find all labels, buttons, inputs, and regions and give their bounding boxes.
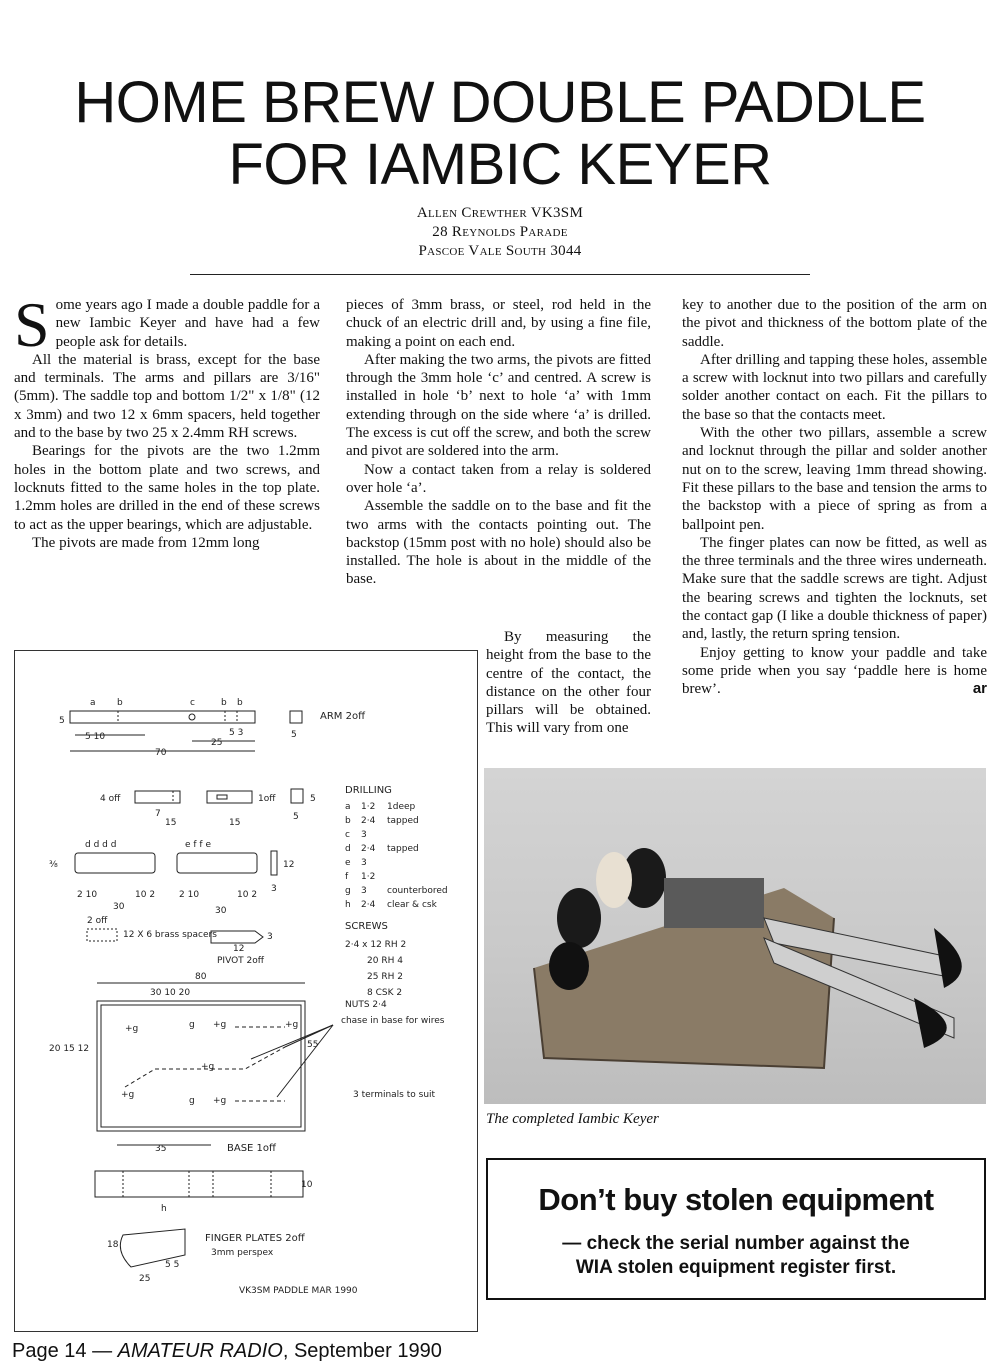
footer-date: , September 1990 [282,1340,442,1362]
title-line-1: HOME BREW DOUBLE PADDLE [74,70,926,135]
drilling-s-1: 2·4 [361,816,376,826]
g-mark-4: +g [285,1020,299,1030]
arm-letter-b2: b [221,698,227,708]
drilling-title: DRILLING [345,785,392,796]
article-column-1 [14,289,320,552]
author-name: Allen Crewther VK3SM [416,205,584,221]
arm-letter-b: b [117,698,123,708]
article-column-2-continued [486,628,651,738]
base-dim-55: 55 [307,1040,319,1050]
base-side-drawing [95,1171,313,1197]
paragraph-7: Now a contact taken from a relay is soldered over hole ‘a’. [346,461,651,496]
paragraph-13: The finger plates can now be fitted, as well as the three terminals and the three wires underneath. Make sure that the saddle screws are tight. Adjust the bearing screws and tighten the locknuts, set the contact gap (I like a double thickness of paper) and, lastly, the return spring tension. [682,534,987,643]
terminal-knob-white [596,852,632,908]
drilling-n-3: tapped [387,844,419,854]
base-dim-30-10-20: 30 10 20 [150,988,191,998]
paragraph-14 [682,644,987,699]
saddle-block [664,878,764,928]
pivot-dim-3: 3 [267,932,273,942]
paragraph-1-text: ome years ago I made a double paddle for a new Iambic Keyer and have had a few people ask for details. [55,297,320,350]
paragraph-11: After drilling and tapping these holes, assemble a screw with locknut into two pillars and carefully solder another contact on each. Fit the pillars to the base so that the contacts meet. [682,351,987,423]
drilling-l-0: a [345,802,351,812]
g-mark-6: +g [121,1090,135,1100]
keyer-photo [484,768,986,1104]
author-street: 28 Reynolds Parade [432,224,568,240]
saddle-letters-left: d d d d [85,840,117,850]
base-dim-35: 35 [155,1144,167,1154]
drilling-s-3: 2·4 [361,844,376,854]
screws-title: SCREWS [345,921,388,932]
spacer-label: 12 X 6 brass spacers [123,930,217,940]
byline [300,204,700,261]
drop-cap: S [14,289,50,360]
arm-dim-70: 70 [155,748,167,758]
saddle-dim-12: 12 [283,860,295,870]
screw-1: 2·4 x 12 RH 2 [345,940,407,950]
pillars-drawing [100,789,316,828]
saddle-dim-2-10b: 2 10 [179,890,200,900]
pillar-dim-5c: 5 [310,794,316,804]
drilling-l-3: d [345,844,351,854]
arm-letter-a: a [90,698,96,708]
drilling-table [345,785,448,910]
drilling-s-4: 3 [361,858,367,868]
saddle-dim-30: 30 [113,902,125,912]
footer-page: Page 14 — [12,1340,118,1362]
advert-headline: Don’t buy stolen equipment [538,1182,934,1217]
article-column-2 [346,296,651,589]
screw-3: 25 RH 2 [367,972,403,982]
arm-letter-b3: b [237,698,243,708]
drilling-s-6: 3 [361,886,367,896]
keyer-photo-illustration [484,768,986,1104]
base-dim-80: 80 [195,972,207,982]
drilling-s-7: 2·4 [361,900,376,910]
drilling-n-1: tapped [387,816,419,826]
saddle-frac: ⅜ [49,860,58,870]
pillar-dim-15b: 15 [229,818,241,828]
drilling-s-5: 1·2 [361,872,376,882]
arm-dim-5: 5 [59,716,65,726]
finger-dim-5-5: 5 5 [165,1260,180,1270]
paragraph-3: Bearings for the pivots are the two 1.2mm holes in the bottom plate and two screws, and locknuts fitted to the same holes in the top plate. 1.2mm holes are drilled in the end of these screws to act as the upper bearings, which are adjustable. [14,443,320,533]
terminal-knob-1 [557,888,601,948]
article-column-3 [682,296,987,699]
paragraph-8: Assemble the saddle on to the base and fit the two arms with the contacts pointing out. The backstop (15mm post with no hole) should also be installed. The hole is about in the middle of the base. [346,498,651,588]
g-mark-2: g [189,1020,195,1030]
paragraph-10: key to another due to the position of the arm on the pivot and thickness of the bottom plate of the saddle. [682,297,987,350]
base-dim-10: 10 [301,1180,313,1190]
g-mark-7: g [189,1096,195,1106]
arm-drawing [59,698,366,758]
paragraph-12: With the other two pillars, assemble a screw and locknut through the pillar and solder another nut on to the screw, leaving 1mm thread showing. Fit these pillars to the base and tension the arms to the backstop with a piece of spring as from a ballpoint pen. [682,425,987,533]
drilling-l-2: c [345,830,350,840]
pivot-dim-12: 12 [233,944,245,954]
arm-label: ARM 2off [320,711,365,722]
saddle-drawing [49,840,294,916]
saddle-dim-30b: 30 [215,906,227,916]
saddle-dim-3: 3 [271,884,277,894]
g-mark-8: +g [213,1096,227,1106]
drilling-n-7: clear & csk [387,900,437,910]
base-drawing [49,972,333,1154]
saddle-letters-right: e f f e [185,840,211,850]
chase-note: chase in base for wires [341,1016,445,1026]
paragraph-6: After making the two arms, the pivots are fitted through the 3mm hole ‘c’ and centred. A screw is installed in hole ‘b’ next to hole ‘a’ with 1mm extending through on the side where ‘a’ is drilled. The excess is cut off the screw, and both the screw and pivot are soldered into the arm. [346,351,651,460]
pivot-label: PIVOT 2off [217,956,264,966]
g-mark-5: +g [201,1062,215,1072]
advert-line-2: WIA stolen equipment register first. [575,1257,897,1278]
pillar-dim-15: 15 [165,818,177,828]
construction-diagram [14,650,478,1332]
saddle-dim-10-2: 10 2 [135,890,156,900]
drilling-l-7: h [345,900,351,910]
arm-hole-c [189,714,195,720]
spacer-off: 2 off [87,916,108,926]
paragraph-4: The pivots are made from 12mm long [32,534,260,551]
screw-2: 20 RH 4 [367,956,403,966]
advert-text [488,1232,984,1280]
base-label: BASE 1off [227,1143,276,1154]
pillar-dim-5d: 5 [293,812,299,822]
drawing-note: VK3SM PADDLE MAR 1990 [239,1286,358,1296]
screw-4: 8 CSK 2 [367,988,403,998]
finger-dim-h: h [161,1204,167,1214]
paragraph-9: By measuring the height from the base to the centre of the contact, the distance on the other four pillars will be obtained. This will vary from one [486,629,651,737]
pillar-1-off: 1off [258,794,276,804]
terminals-note: 3 terminals to suit [353,1090,436,1100]
paragraph-5: pieces of 3mm brass, or steel, rod held in the chuck of an electric drill and, by using a fine file, making a point on each end. [346,297,651,350]
drilling-l-1: b [345,816,351,826]
arm-dim-5-10: 5 10 [85,732,106,742]
saddle-dim-10-2b: 10 2 [237,890,258,900]
title-rule [190,274,810,275]
saddle-dim-2-10: 2 10 [77,890,98,900]
finger-dim-18: 18 [107,1240,119,1250]
nuts: NUTS 2·4 [345,1000,387,1010]
photo-caption: The completed Iambic Keyer [486,1111,659,1127]
drilling-l-6: g [345,886,351,896]
screws-list [341,921,445,1100]
drilling-s-0: 1·2 [361,802,376,812]
finger-dim-25: 25 [139,1274,151,1284]
footer-magazine: AMATEUR RADIO [117,1340,283,1362]
g-mark-3: +g [213,1020,227,1030]
paragraph-14-text: Enjoy getting to know your paddle and take some pride when you say ‘paddle here is home brew’. [682,644,987,698]
advert-line-1: — check the serial number against the [562,1233,910,1254]
base-dim-20-15-12: 20 15 12 [49,1044,90,1054]
spacers-pivot-drawing [87,916,273,966]
finger-label: FINGER PLATES 2off [205,1233,305,1244]
drilling-s-2: 3 [361,830,367,840]
drilling-n-6: counterbored [387,886,448,896]
arm-outline [70,711,255,723]
article-title [40,72,960,196]
finger-sub: 3mm perspex [211,1248,274,1258]
paragraph-intro [14,289,320,360]
drilling-n-0: 1deep [387,802,416,812]
paragraph-2: All the material is brass, except for the base and terminals. The arms and pillars are 3/16" (5mm). The saddle top and bottom 1/2" x 1/8" (12 x 3mm) and two 12 x 6mm spacers, held together and to the base by two 25 x 2.4mm RH screws. [14,351,320,442]
author-suburb: Pascoe Vale South 3044 [418,243,582,259]
arm-letter-c: c [190,698,195,708]
drilling-l-5: f [345,872,349,882]
g-mark-1: +g [125,1024,139,1034]
arm-section-dim-5: 5 [291,730,297,740]
advert-box [486,1158,986,1300]
drilling-l-4: e [345,858,351,868]
finger-plate-drawing [107,1204,358,1296]
arm-section [290,711,302,723]
arm-dim-5-3: 5 3 [229,728,244,738]
diagram-drawing [15,651,477,1331]
title-line-2: FOR IAMBIC KEYER [228,132,772,197]
page-footer [12,1340,442,1363]
pillars-4-off: 4 off [100,794,121,804]
end-sign: ar [972,680,987,698]
pillar-dim-7: 7 [155,809,161,819]
arm-dim-25: 25 [211,738,223,748]
